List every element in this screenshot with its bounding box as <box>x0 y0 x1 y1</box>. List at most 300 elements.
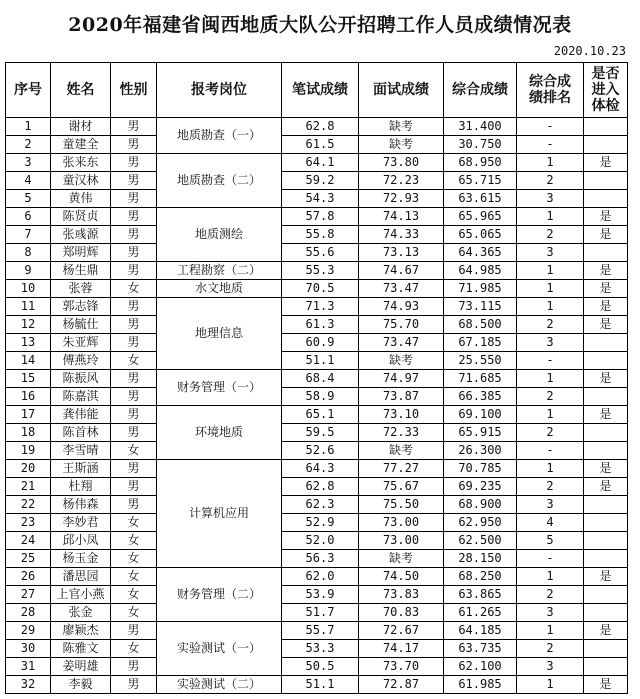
cell-interview: 70.83 <box>359 604 444 622</box>
cell-written: 64.3 <box>282 460 359 478</box>
cell-no: 4 <box>6 172 51 190</box>
cell-gender: 男 <box>111 370 157 388</box>
cell-gender: 女 <box>111 442 157 460</box>
cell-physical: 是 <box>584 622 628 640</box>
cell-name: 廖颖杰 <box>51 622 111 640</box>
cell-total: 28.150 <box>444 550 517 568</box>
cell-interview: 缺考 <box>359 352 444 370</box>
header-no: 序号 <box>6 63 51 118</box>
cell-name: 黄伟 <box>51 190 111 208</box>
cell-no: 31 <box>6 658 51 676</box>
cell-total: 26.300 <box>444 442 517 460</box>
cell-written: 64.1 <box>282 154 359 172</box>
cell-physical <box>584 172 628 190</box>
table-row <box>6 478 628 496</box>
cell-gender: 男 <box>111 406 157 424</box>
cell-physical <box>584 550 628 568</box>
cell-physical <box>584 334 628 352</box>
cell-no: 19 <box>6 442 51 460</box>
cell-written: 57.8 <box>282 208 359 226</box>
cell-no: 32 <box>6 676 51 694</box>
table-row <box>6 352 628 370</box>
cell-interview: 74.97 <box>359 370 444 388</box>
cell-interview: 73.00 <box>359 514 444 532</box>
cell-gender: 男 <box>111 136 157 154</box>
cell-gender: 男 <box>111 172 157 190</box>
cell-written: 70.5 <box>282 280 359 298</box>
table-row <box>6 586 628 604</box>
cell-total: 69.100 <box>444 406 517 424</box>
header-name: 姓名 <box>51 63 111 118</box>
cell-physical <box>584 190 628 208</box>
cell-gender: 女 <box>111 568 157 586</box>
cell-written: 51.1 <box>282 676 359 694</box>
cell-gender: 男 <box>111 388 157 406</box>
cell-physical <box>584 352 628 370</box>
cell-gender: 男 <box>111 262 157 280</box>
cell-written: 71.3 <box>282 298 359 316</box>
table-row <box>6 226 628 244</box>
cell-name: 张彧源 <box>51 226 111 244</box>
cell-total: 71.985 <box>444 280 517 298</box>
cell-written: 68.4 <box>282 370 359 388</box>
cell-name: 陈振风 <box>51 370 111 388</box>
cell-no: 21 <box>6 478 51 496</box>
cell-interview: 74.50 <box>359 568 444 586</box>
cell-position: 水文地质 <box>157 280 282 298</box>
table-body <box>6 118 628 694</box>
cell-total: 68.900 <box>444 496 517 514</box>
cell-name: 李雪晴 <box>51 442 111 460</box>
cell-written: 51.7 <box>282 604 359 622</box>
cell-written: 62.3 <box>282 496 359 514</box>
cell-interview: 缺考 <box>359 442 444 460</box>
cell-gender: 男 <box>111 316 157 334</box>
cell-interview: 73.13 <box>359 244 444 262</box>
table-row <box>6 514 628 532</box>
cell-physical <box>584 532 628 550</box>
cell-gender: 男 <box>111 496 157 514</box>
cell-rank: 1 <box>517 154 584 172</box>
cell-name: 陈雅文 <box>51 640 111 658</box>
cell-interview: 缺考 <box>359 118 444 136</box>
cell-written: 56.3 <box>282 550 359 568</box>
cell-interview: 73.47 <box>359 280 444 298</box>
cell-physical: 是 <box>584 262 628 280</box>
cell-written: 62.8 <box>282 478 359 496</box>
cell-interview: 73.70 <box>359 658 444 676</box>
cell-physical: 是 <box>584 460 628 478</box>
table-row <box>6 154 628 172</box>
cell-no: 13 <box>6 334 51 352</box>
cell-position: 财务管理（二） <box>157 568 282 622</box>
table-row <box>6 622 628 640</box>
cell-physical: 是 <box>584 154 628 172</box>
cell-name: 陈嘉淇 <box>51 388 111 406</box>
cell-written: 60.9 <box>282 334 359 352</box>
cell-name: 杨毓仕 <box>51 316 111 334</box>
table-row <box>6 640 628 658</box>
cell-no: 5 <box>6 190 51 208</box>
cell-interview: 73.83 <box>359 586 444 604</box>
table-row <box>6 496 628 514</box>
cell-no: 8 <box>6 244 51 262</box>
header-physical <box>584 63 628 118</box>
cell-interview: 75.70 <box>359 316 444 334</box>
cell-total: 68.250 <box>444 568 517 586</box>
cell-no: 27 <box>6 586 51 604</box>
cell-total: 70.785 <box>444 460 517 478</box>
cell-position: 地质勘查（一） <box>157 118 282 154</box>
cell-total: 61.265 <box>444 604 517 622</box>
table-row <box>6 334 628 352</box>
cell-position: 地质测绘 <box>157 208 282 262</box>
cell-name: 朱亚辉 <box>51 334 111 352</box>
cell-name: 张来东 <box>51 154 111 172</box>
cell-interview: 74.33 <box>359 226 444 244</box>
cell-written: 55.3 <box>282 262 359 280</box>
cell-no: 2 <box>6 136 51 154</box>
cell-gender: 男 <box>111 190 157 208</box>
cell-no: 28 <box>6 604 51 622</box>
cell-name: 李毅 <box>51 676 111 694</box>
cell-physical: 是 <box>584 406 628 424</box>
cell-gender: 女 <box>111 550 157 568</box>
cell-rank: 2 <box>517 226 584 244</box>
header-row <box>6 63 628 118</box>
cell-physical: 是 <box>584 316 628 334</box>
cell-total: 25.550 <box>444 352 517 370</box>
table-row <box>6 370 628 388</box>
cell-written: 62.0 <box>282 568 359 586</box>
cell-interview: 73.00 <box>359 532 444 550</box>
cell-rank: 1 <box>517 208 584 226</box>
cell-physical: 是 <box>584 676 628 694</box>
cell-rank: 2 <box>517 640 584 658</box>
cell-rank: 3 <box>517 604 584 622</box>
cell-interview: 缺考 <box>359 550 444 568</box>
cell-total: 30.750 <box>444 136 517 154</box>
cell-rank: 3 <box>517 244 584 262</box>
cell-physical <box>584 514 628 532</box>
cell-interview: 73.80 <box>359 154 444 172</box>
cell-gender: 女 <box>111 352 157 370</box>
cell-total: 64.365 <box>444 244 517 262</box>
scores-table <box>5 62 628 694</box>
cell-written: 52.0 <box>282 532 359 550</box>
table-row <box>6 316 628 334</box>
cell-physical <box>584 244 628 262</box>
cell-physical <box>584 586 628 604</box>
cell-written: 59.5 <box>282 424 359 442</box>
header-gender: 性别 <box>111 63 157 118</box>
table-row <box>6 388 628 406</box>
cell-no: 10 <box>6 280 51 298</box>
cell-written: 51.1 <box>282 352 359 370</box>
cell-physical: 是 <box>584 478 628 496</box>
cell-rank: 3 <box>517 190 584 208</box>
cell-gender: 男 <box>111 226 157 244</box>
cell-position: 地理信息 <box>157 298 282 370</box>
cell-no: 26 <box>6 568 51 586</box>
cell-rank: 2 <box>517 424 584 442</box>
cell-position: 计算机应用 <box>157 460 282 568</box>
cell-total: 62.100 <box>444 658 517 676</box>
cell-physical: 是 <box>584 226 628 244</box>
cell-written: 65.1 <box>282 406 359 424</box>
cell-name: 谢材 <box>51 118 111 136</box>
cell-position: 环境地质 <box>157 406 282 460</box>
header-physical-line3: 体检 <box>591 98 620 114</box>
cell-total: 64.185 <box>444 622 517 640</box>
cell-written: 55.7 <box>282 622 359 640</box>
cell-no: 18 <box>6 424 51 442</box>
cell-no: 9 <box>6 262 51 280</box>
cell-no: 15 <box>6 370 51 388</box>
cell-gender: 男 <box>111 208 157 226</box>
cell-total: 61.985 <box>444 676 517 694</box>
cell-no: 30 <box>6 640 51 658</box>
cell-total: 64.985 <box>444 262 517 280</box>
cell-physical <box>584 388 628 406</box>
cell-rank: 3 <box>517 658 584 676</box>
cell-total: 63.865 <box>444 586 517 604</box>
cell-physical: 是 <box>584 280 628 298</box>
cell-rank: 2 <box>517 172 584 190</box>
cell-written: 55.6 <box>282 244 359 262</box>
cell-physical: 是 <box>584 298 628 316</box>
cell-name: 龚伟能 <box>51 406 111 424</box>
cell-gender: 女 <box>111 604 157 622</box>
cell-rank: 4 <box>517 514 584 532</box>
cell-total: 73.115 <box>444 298 517 316</box>
header-rank-line1: 综合成 <box>529 74 571 90</box>
cell-no: 6 <box>6 208 51 226</box>
cell-rank: 5 <box>517 532 584 550</box>
table-row <box>6 190 628 208</box>
cell-written: 62.8 <box>282 118 359 136</box>
cell-no: 12 <box>6 316 51 334</box>
cell-name: 潘思园 <box>51 568 111 586</box>
header-written: 笔试成绩 <box>282 63 359 118</box>
cell-rank: 3 <box>517 334 584 352</box>
cell-no: 25 <box>6 550 51 568</box>
table-row <box>6 172 628 190</box>
cell-physical <box>584 424 628 442</box>
header-total: 综合成绩 <box>444 63 517 118</box>
cell-gender: 男 <box>111 622 157 640</box>
cell-total: 62.500 <box>444 532 517 550</box>
cell-physical <box>584 118 628 136</box>
header-rank <box>517 63 584 118</box>
table-row <box>6 298 628 316</box>
cell-total: 67.185 <box>444 334 517 352</box>
header-position: 报考岗位 <box>157 63 282 118</box>
cell-rank: 2 <box>517 316 584 334</box>
table-row <box>6 532 628 550</box>
header-rank-line2: 绩排名 <box>529 90 571 106</box>
cell-total: 63.615 <box>444 190 517 208</box>
cell-name: 邱小凤 <box>51 532 111 550</box>
table-row <box>6 208 628 226</box>
cell-no: 1 <box>6 118 51 136</box>
cell-interview: 73.87 <box>359 388 444 406</box>
cell-interview: 73.47 <box>359 334 444 352</box>
table-row <box>6 280 628 298</box>
cell-position: 工程勘察（二） <box>157 262 282 280</box>
cell-interview: 77.27 <box>359 460 444 478</box>
page-title: 2020年福建省闽西地质大队公开招聘工作人员成绩情况表 <box>68 14 572 36</box>
table-row <box>6 676 628 694</box>
cell-rank: 1 <box>517 370 584 388</box>
table-row <box>6 442 628 460</box>
cell-no: 22 <box>6 496 51 514</box>
table-row <box>6 460 628 478</box>
cell-physical <box>584 442 628 460</box>
cell-position: 实验测试（一） <box>157 622 282 676</box>
cell-name: 张蓉 <box>51 280 111 298</box>
cell-rank: - <box>517 118 584 136</box>
cell-written: 55.8 <box>282 226 359 244</box>
cell-total: 66.385 <box>444 388 517 406</box>
cell-name: 杨生鼎 <box>51 262 111 280</box>
cell-interview: 72.23 <box>359 172 444 190</box>
cell-gender: 男 <box>111 244 157 262</box>
cell-gender: 男 <box>111 424 157 442</box>
cell-name: 杨伟森 <box>51 496 111 514</box>
cell-written: 54.3 <box>282 190 359 208</box>
cell-name: 陈贤贞 <box>51 208 111 226</box>
cell-gender: 女 <box>111 280 157 298</box>
cell-gender: 男 <box>111 460 157 478</box>
cell-gender: 男 <box>111 118 157 136</box>
cell-written: 53.3 <box>282 640 359 658</box>
cell-position: 实验测试（二） <box>157 676 282 694</box>
cell-rank: 1 <box>517 460 584 478</box>
cell-no: 29 <box>6 622 51 640</box>
cell-written: 61.3 <box>282 316 359 334</box>
cell-interview: 75.50 <box>359 496 444 514</box>
cell-physical <box>584 658 628 676</box>
cell-rank: - <box>517 136 584 154</box>
cell-name: 王斯涵 <box>51 460 111 478</box>
cell-interview: 缺考 <box>359 136 444 154</box>
cell-interview: 74.67 <box>359 262 444 280</box>
cell-no: 16 <box>6 388 51 406</box>
cell-gender: 男 <box>111 334 157 352</box>
cell-rank: 2 <box>517 388 584 406</box>
cell-name: 上官小燕 <box>51 586 111 604</box>
cell-gender: 男 <box>111 154 157 172</box>
cell-rank: 1 <box>517 622 584 640</box>
cell-no: 24 <box>6 532 51 550</box>
table-row <box>6 658 628 676</box>
cell-physical <box>584 640 628 658</box>
cell-total: 65.915 <box>444 424 517 442</box>
cell-rank: - <box>517 352 584 370</box>
cell-no: 17 <box>6 406 51 424</box>
header-physical-line1: 是否 <box>591 66 620 82</box>
table-row <box>6 118 628 136</box>
cell-total: 68.950 <box>444 154 517 172</box>
cell-rank: - <box>517 442 584 460</box>
cell-written: 52.6 <box>282 442 359 460</box>
cell-name: 张金 <box>51 604 111 622</box>
cell-physical: 是 <box>584 568 628 586</box>
table-row <box>6 406 628 424</box>
cell-gender: 女 <box>111 586 157 604</box>
cell-gender: 男 <box>111 298 157 316</box>
cell-name: 陈首林 <box>51 424 111 442</box>
cell-no: 7 <box>6 226 51 244</box>
cell-total: 62.950 <box>444 514 517 532</box>
header-interview: 面试成绩 <box>359 63 444 118</box>
cell-name: 李妙君 <box>51 514 111 532</box>
cell-name: 郭志锋 <box>51 298 111 316</box>
cell-rank: 1 <box>517 298 584 316</box>
cell-name: 郑明辉 <box>51 244 111 262</box>
cell-no: 11 <box>6 298 51 316</box>
cell-interview: 72.87 <box>359 676 444 694</box>
cell-total: 65.965 <box>444 208 517 226</box>
cell-interview: 74.93 <box>359 298 444 316</box>
cell-written: 53.9 <box>282 586 359 604</box>
cell-no: 3 <box>6 154 51 172</box>
cell-position: 财务管理（一） <box>157 370 282 406</box>
cell-name: 姜明雄 <box>51 658 111 676</box>
cell-interview: 74.17 <box>359 640 444 658</box>
table-row <box>6 136 628 154</box>
cell-rank: 2 <box>517 478 584 496</box>
cell-no: 23 <box>6 514 51 532</box>
report-date: 2020.10.23 <box>553 44 626 58</box>
cell-total: 31.400 <box>444 118 517 136</box>
cell-name: 童建全 <box>51 136 111 154</box>
cell-no: 14 <box>6 352 51 370</box>
cell-interview: 75.67 <box>359 478 444 496</box>
table-row <box>6 604 628 622</box>
cell-no: 20 <box>6 460 51 478</box>
cell-rank: 2 <box>517 586 584 604</box>
cell-written: 61.5 <box>282 136 359 154</box>
cell-gender: 女 <box>111 532 157 550</box>
cell-name: 童汉林 <box>51 172 111 190</box>
cell-interview: 73.10 <box>359 406 444 424</box>
header-physical-line2: 进入 <box>591 82 620 98</box>
cell-physical: 是 <box>584 208 628 226</box>
table-row <box>6 550 628 568</box>
cell-total: 69.235 <box>444 478 517 496</box>
cell-name: 杜翔 <box>51 478 111 496</box>
cell-position: 地质勘查（二） <box>157 154 282 208</box>
cell-total: 63.735 <box>444 640 517 658</box>
cell-total: 71.685 <box>444 370 517 388</box>
cell-rank: - <box>517 550 584 568</box>
cell-physical: 是 <box>584 370 628 388</box>
cell-rank: 1 <box>517 280 584 298</box>
cell-written: 58.9 <box>282 388 359 406</box>
cell-total: 65.065 <box>444 226 517 244</box>
cell-name: 杨玉金 <box>51 550 111 568</box>
cell-gender: 女 <box>111 514 157 532</box>
cell-name: 傅燕玲 <box>51 352 111 370</box>
cell-gender: 男 <box>111 658 157 676</box>
cell-rank: 1 <box>517 568 584 586</box>
cell-physical <box>584 604 628 622</box>
cell-gender: 女 <box>111 640 157 658</box>
cell-written: 52.9 <box>282 514 359 532</box>
cell-interview: 72.67 <box>359 622 444 640</box>
